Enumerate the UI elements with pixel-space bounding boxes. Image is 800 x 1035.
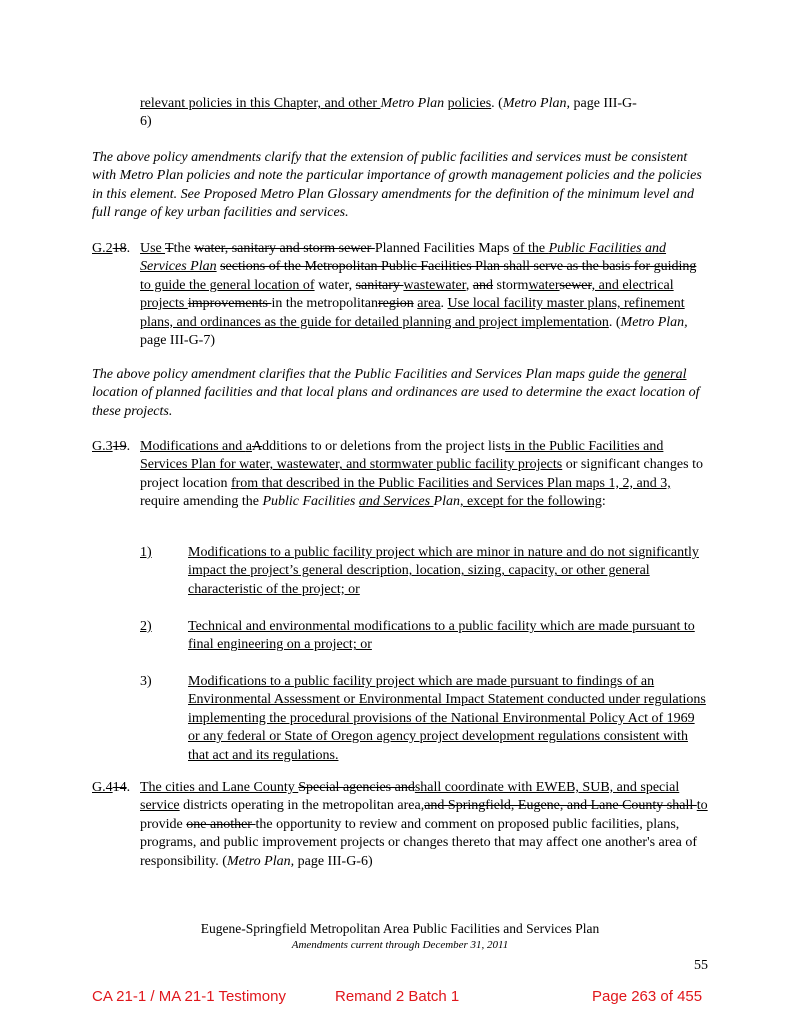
g3-s4: dditions to or deletions from the project list bbox=[262, 439, 506, 454]
g3-label-old: 19 bbox=[112, 439, 127, 454]
g4-s6: to bbox=[696, 798, 708, 814]
g2-label-old: 18 bbox=[112, 241, 127, 256]
g2-s2: the bbox=[173, 241, 195, 256]
g4-s2: Special agencies and bbox=[298, 780, 415, 795]
policy-g3-label bbox=[92, 438, 130, 456]
top-para-g: page III-G- bbox=[569, 96, 637, 111]
g4-s8: one another bbox=[186, 816, 256, 832]
g2-s14: and bbox=[472, 277, 494, 293]
policy-g2-body bbox=[140, 240, 708, 350]
g2-s25: Use local facility master plans, refinement plans, and ordinances as the guide for detailed planning and project implementation bbox=[140, 296, 685, 330]
g3-s6: or significant changes to project location bbox=[140, 457, 703, 491]
g4-s7: provide bbox=[140, 816, 187, 832]
g3-s13: : bbox=[601, 494, 606, 510]
g2-s26: . ( bbox=[608, 314, 621, 330]
g3-label-dot: . bbox=[126, 439, 131, 454]
list-item-1-number: 1) bbox=[140, 545, 152, 560]
g3-s5: s in the Public Facilities and Services Plan for water, wastewater, and stormwater public facility projects bbox=[140, 439, 664, 473]
g3-s3: A bbox=[251, 439, 263, 454]
g2-s3: water, sanitary and storm sewer bbox=[194, 241, 375, 256]
g2-s1: Use bbox=[140, 241, 166, 256]
g4-s5: and Springfield, Eugene, and Lane County shall bbox=[424, 798, 697, 814]
g2-s16: water bbox=[528, 277, 560, 293]
g2-s4: Planned Facilities Maps bbox=[374, 241, 513, 256]
g2-s24: . bbox=[440, 296, 448, 312]
g4-s9: the opportunity to review and comment on proposed public facilities, plans, programs, and public improvement projects or changes thereto that may affect one another's area of responsibility. ( bbox=[140, 816, 697, 869]
list-item-2-number: 2) bbox=[140, 619, 152, 634]
top-para-a: relevant policies in this Chapter, and other bbox=[140, 96, 381, 111]
policy-g2-label bbox=[92, 240, 130, 258]
g2-s27: Metro Plan, bbox=[620, 314, 688, 330]
g2-s15: storm bbox=[493, 277, 529, 293]
g2-s1-old: T bbox=[165, 241, 174, 256]
stamp-right: Page 263 of 455 bbox=[592, 988, 703, 1005]
note2-b: general bbox=[643, 367, 687, 382]
g2-s20: in the metropolitan bbox=[271, 296, 378, 312]
policy-g3-body bbox=[140, 438, 708, 512]
g4-label-dot: . bbox=[126, 780, 131, 795]
g4-s3: shall coordinate with EWEB, SUB, and special service bbox=[140, 780, 680, 814]
note-maps-clarification bbox=[92, 366, 712, 421]
note-policy-amendments: The above policy amendments clarify that the extension of public facilities and services must be consistent with Metro Plan policies and note the particular importance of growth management policies and the policies in this element. See Proposed Metro Plan Glossary amendments for the definition of the minimum level and full range of key urban facilities and services. bbox=[92, 150, 702, 221]
note2-a: The above policy amendment clarifies that the Public Facilities and Services Plan maps guide the bbox=[92, 367, 644, 382]
g4-s11: page III-G-6) bbox=[294, 853, 373, 869]
stamp-middle: Remand 2 Batch 1 bbox=[335, 988, 460, 1005]
g2-s11: sanitary bbox=[355, 277, 404, 293]
note2-c: location of planned facilities and that local plans and ordinances are used to determine the exact location of these projects. bbox=[92, 385, 700, 419]
policy-g4-body bbox=[140, 779, 708, 871]
g3-s8: require amending the bbox=[140, 494, 263, 510]
g4-s10: Metro Plan, bbox=[226, 853, 295, 869]
g3-label-new: G.3 bbox=[92, 439, 113, 454]
g2-s21: region bbox=[377, 296, 414, 312]
stamp-left: CA 21-1 / MA 21-1 Testimony bbox=[92, 988, 286, 1005]
list-item-3-text: Modifications to a public facility project which are made pursuant to findings of an Environmental Assessment or Environmental Impact Statement conducted under regulations implementing the procedural provisions of the National Environmental Policy Act of 1969 or any federal or State of Oregon agency project development regulations consistent with that act and its regulations. bbox=[188, 674, 706, 763]
list-item-2-text: Technical and environmental modifications to a public facility which are made pursuant to final engineering on a project; or bbox=[188, 619, 695, 653]
top-para-e: . ( bbox=[491, 96, 503, 111]
g3-s11: Plan bbox=[433, 494, 460, 510]
top-para-d: policies bbox=[447, 96, 492, 111]
g2-s18: , and electrical projects bbox=[140, 277, 674, 312]
g3-s10: and Services bbox=[358, 494, 434, 510]
g2-s5: of the bbox=[512, 241, 549, 256]
g4-label-new: G.4 bbox=[92, 780, 113, 795]
footer-title: Eugene-Springfield Metropolitan Area Public Facilities and Services Plan bbox=[200, 921, 600, 936]
page-number: 55 bbox=[694, 958, 708, 973]
g2-s10: water, bbox=[314, 277, 356, 293]
g2-s9: to guide the general location of bbox=[140, 277, 315, 293]
g4-label-old: 14 bbox=[112, 780, 127, 795]
g4-s4: districts operating in the metropolitan area, bbox=[179, 798, 425, 814]
top-para-h: 6) bbox=[140, 114, 152, 130]
g3-s12: , except for the following bbox=[459, 494, 602, 510]
g3-s2: a bbox=[245, 439, 252, 454]
g2-label-dot: . bbox=[126, 241, 131, 256]
g2-s12: wastewater bbox=[403, 277, 466, 293]
g4-s1: The cities and Lane County bbox=[140, 780, 299, 795]
list-item-1-text: Modifications to a public facility project which are minor in nature and do not significantly impact the project’s general description, location, sizing, capacity, or other general characteristic of the project; or bbox=[188, 545, 699, 597]
g2-s8: sections of the Metropolitan Public Facilities Plan shall serve as the basis for guiding bbox=[220, 259, 697, 275]
list-item-3-number: 3) bbox=[140, 674, 152, 689]
footer-subtitle: Amendments current through December 31, 2011 bbox=[291, 939, 509, 951]
g2-label-new: G.2 bbox=[92, 241, 113, 256]
g2-s13: , bbox=[465, 277, 473, 293]
top-para-b: Metro Plan bbox=[380, 96, 445, 111]
g2-s19: improvements bbox=[187, 296, 272, 312]
policy-g4-label bbox=[92, 779, 130, 797]
g2-s17: sewer bbox=[559, 277, 592, 293]
g2-s28: page III-G-7) bbox=[140, 333, 216, 349]
g3-s7: from that described in the Public Facilities and Services Plan maps 1, 2, and 3, bbox=[230, 475, 671, 491]
top-paragraph bbox=[140, 95, 706, 132]
g3-s9: Public Facilities bbox=[262, 494, 359, 510]
top-para-f: Metro Plan, bbox=[502, 96, 570, 111]
g2-s6: Public Facilities and Services Plan bbox=[140, 241, 667, 275]
g2-s23: area bbox=[417, 296, 441, 312]
g3-s1: Modifications and bbox=[140, 439, 246, 454]
